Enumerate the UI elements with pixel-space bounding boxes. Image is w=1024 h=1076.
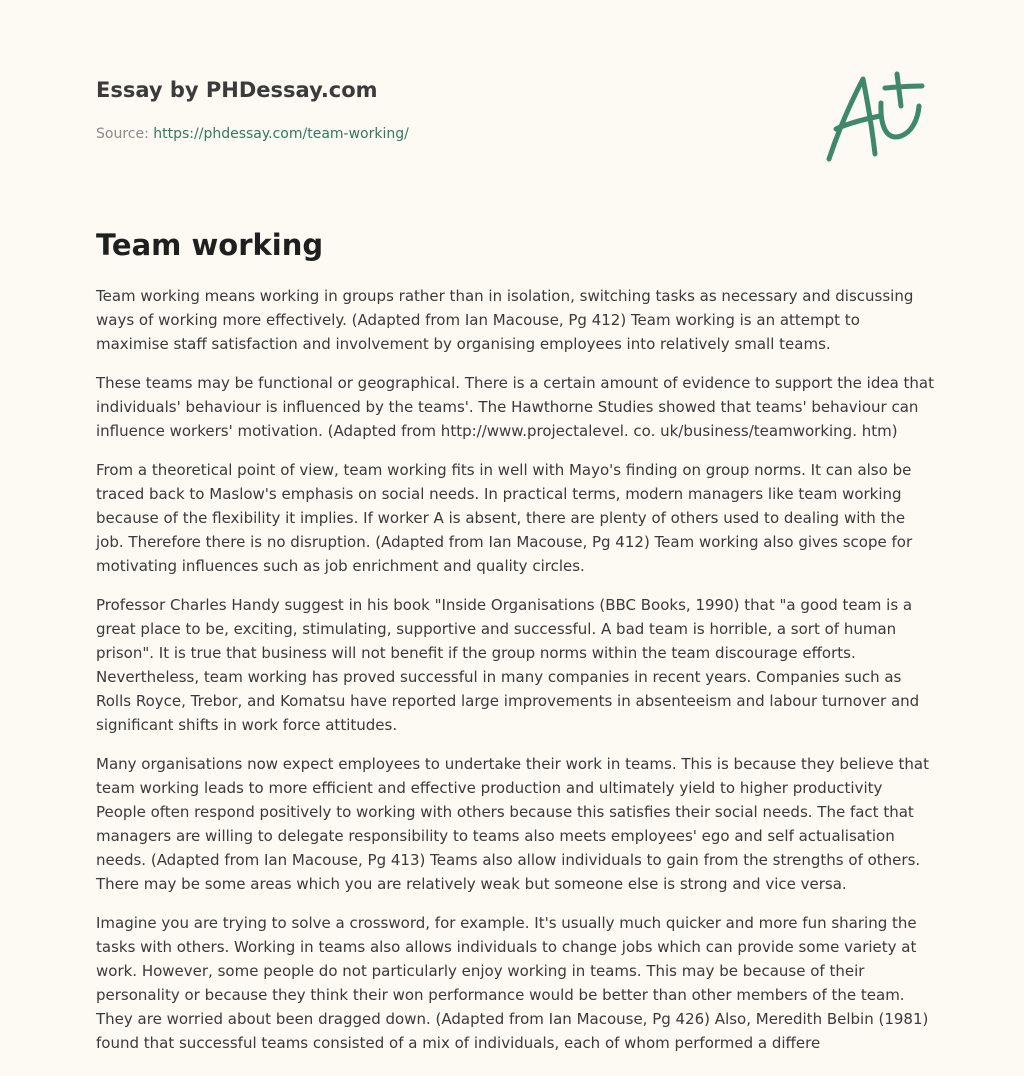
paragraph: Professor Charles Handy suggest in his book "Inside Organisations (BBC Books, 1990) that "a good team is a great place to be, exciting, stimulating, supportive and successful. A bad team is horrible, a sort of human prison". It is true that business will not benefit if the group norms within the team discourage efforts. Nevertheless, team working has proved successful in many companies in recent years. Companies such as Rolls Royce, Trebor, and Komatsu have reported large improvements in absenteeism and labour turnover and significant shifts in work force attitudes. (96, 596, 920, 734)
paragraph: Many organisations now expect employees to undertake their work in teams. This is because they believe that team working leads to more efficient and effective production and ultimately yield to higher productivity People often respond positively to working with others because this satisfies their social needs. The fact that managers are willing to delegate responsibility to teams also meets employees' ego and self actualisation needs. (Adapted from Ian Macouse, Pg 413) Teams also allow individuals to gain from the strengths of others. There may be some areas which you are relatively weak but someone else is strong and vice versa. (96, 755, 929, 893)
source-line (96, 124, 796, 144)
paragraph: These teams may be functional or geographical. There is a certain amount of evidence to support the idea that individuals' behaviour is influenced by the teams'. The Hawthorne Studies showed that teams' behaviour can influence workers' motivation. (Adapted from http://www.projectalevel. co. uk/business/teamworking. htm) (96, 374, 934, 440)
paragraph: From a theoretical point of view, team working fits in well with Mayo's finding on group norms. It can also be traced back to Maslow's emphasis on social needs. In practical terms, modern managers like team working because of the flexibility it implies. If worker A is absent, there are plenty of others used to dealing with the job. Therefore there is no disruption. (Adapted from Ian Macouse, Pg 412) Team working also gives scope for motivating influences such as job enrichment and quality circles. (96, 461, 913, 575)
source-link[interactable]: https://phdessay.com/team-working/ (153, 126, 409, 142)
essay-body (96, 284, 934, 1070)
site-brand: Essay by PHDessay.com (96, 78, 378, 102)
essay-title: Team working (96, 228, 324, 262)
source-label: Source: (96, 126, 149, 142)
essay-header (96, 76, 796, 144)
paragraph: Team working means working in groups rather than in isolation, switching tasks as necessary and discussing ways of working more effectively. (Adapted from Ian Macouse, Pg 412) Team working is an attempt to maximise staff satisfaction and involvement by organising employees into relatively small teams. (96, 287, 914, 353)
paragraph: Imagine you are trying to solve a crossword, for example. It's usually much quicker and more fun sharing the tasks with others. Working in teams also allows individuals to change jobs which can provide some variety at work. However, some people do not particularly enjoy working in teams. This may be because of their personality or because they think their won performance would be better than other members of the team. They are worried about been dragged down. (Adapted from Ian Macouse, Pg 426) Also, Meredith Belbin (1981) found that successful teams consisted of a mix of individuals, each of whom performed a differe (96, 914, 929, 1052)
a-plus-logo-icon (818, 66, 930, 166)
